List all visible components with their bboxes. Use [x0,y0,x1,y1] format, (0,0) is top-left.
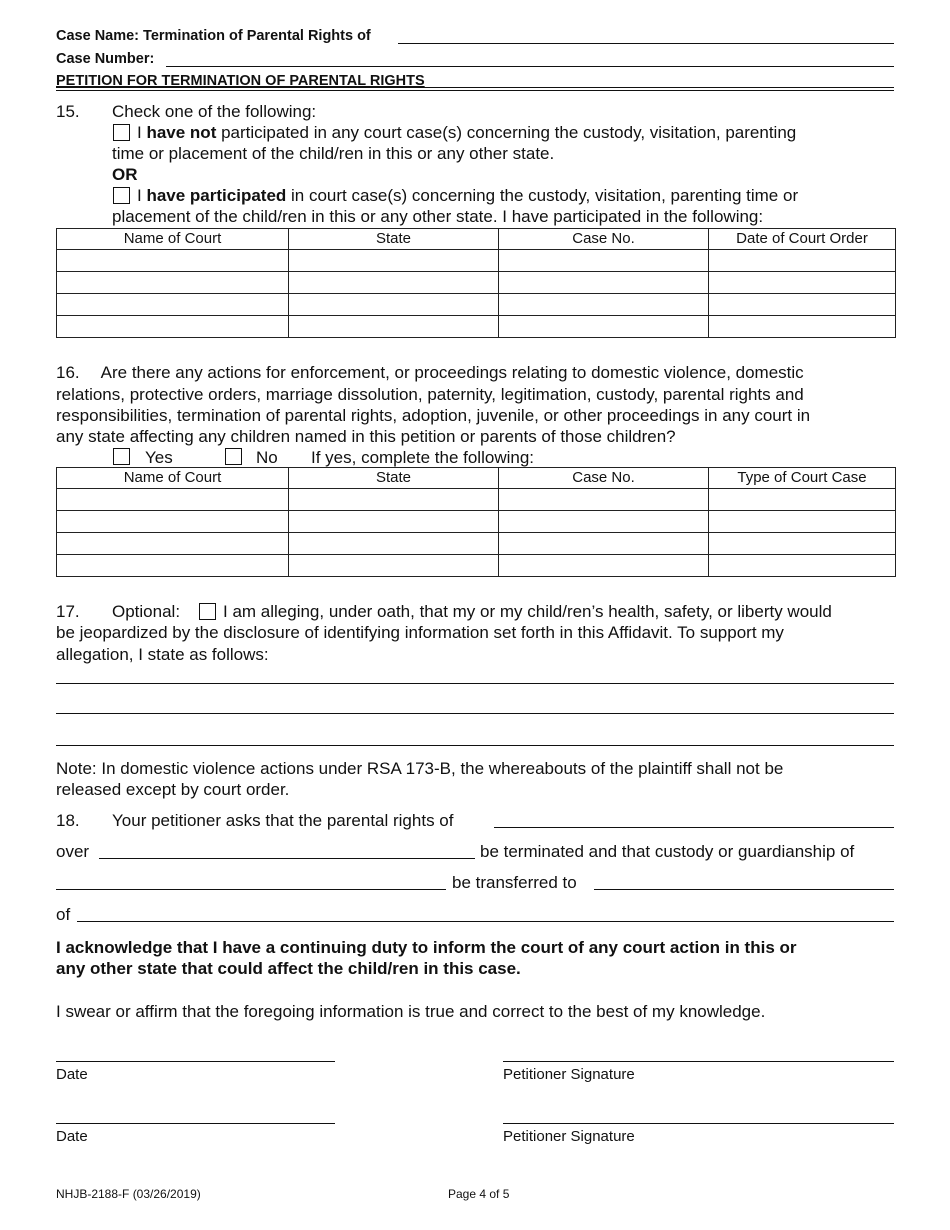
table-cell[interactable] [499,489,709,511]
if-yes-text: If yes, complete the following: [311,448,535,467]
table-cell[interactable] [709,294,896,316]
date-field-2[interactable] [56,1123,335,1124]
table-row [57,316,896,338]
petitioner-signature-field-2[interactable] [503,1123,894,1124]
table-header-row [57,468,896,489]
or-label: OR [112,165,138,184]
table-cell[interactable] [289,533,499,555]
table-cell[interactable] [57,533,289,555]
petitioner-signature-label-1: Petitioner Signature [503,1066,635,1083]
case-name-label: Case Name: Termination of Parental Rights of [56,28,371,44]
table-row [57,272,896,294]
q18-text2: be terminated and that custody or guardianship of [480,842,855,861]
q17-line2: be jeopardized by the disclosure of identifying information set forth in this Affidavit. To support my [56,623,784,642]
q16-number: 16. [56,363,80,382]
table-cell[interactable] [289,294,499,316]
no-label: No [256,448,278,467]
table-row [57,250,896,272]
table-cell[interactable] [289,489,499,511]
table-cell[interactable] [57,555,289,577]
yes-label: Yes [145,448,173,467]
over-field[interactable] [99,858,475,859]
table-cell[interactable] [499,555,709,577]
q15-option2-line1 [137,185,798,206]
table-cell[interactable] [57,489,289,511]
q17-number: 17. [56,602,80,621]
q15-option2-line2: placement of the child/ren in this or any other state. I have participated in the following: [112,207,764,226]
table-cell[interactable] [709,511,896,533]
table-cell[interactable] [499,250,709,272]
column-header: State [289,468,499,489]
swear-statement: I swear or affirm that the foregoing information is true and correct to the best of my knowledge. [56,1002,766,1021]
header-rule-2 [56,90,894,91]
table-cell[interactable] [709,272,896,294]
petitioner-signature-label-2: Petitioner Signature [503,1128,635,1145]
table-cell[interactable] [499,316,709,338]
q16-line1-text: Are there any actions for enforcement, or proceedings relating to domestic violence, domestic [100,363,804,382]
table-cell[interactable] [709,533,896,555]
q17-answer-line-2[interactable] [56,713,894,714]
table-cell[interactable] [709,555,896,577]
petitioner-signature-field-1[interactable] [503,1061,894,1062]
of-field[interactable] [77,921,894,922]
table-row [57,533,896,555]
table-cell[interactable] [499,294,709,316]
column-header: Case No. [499,229,709,250]
q17-line3: allegation, I state as follows: [56,645,269,664]
form-id: NHJB-2188-F (03/26/2019) [56,1187,201,1201]
table-cell[interactable] [289,250,499,272]
table-row [57,555,896,577]
column-header: Date of Court Order [709,229,896,250]
q16-line2: relations, protective orders, marriage dissolution, paternity, legitimation, custody, parental rights and [56,385,804,404]
q18-number: 18. [56,811,80,830]
q17-line1: I am alleging, under oath, that my or my child/ren’s health, safety, or liberty would [223,602,832,621]
q15-option1-text: participated in any court case(s) concerning the custody, visitation, parenting [216,123,797,142]
case-name-field[interactable] [398,43,894,44]
q18-over: over [56,842,90,861]
column-header: Type of Court Case [709,468,896,489]
table-cell[interactable] [499,533,709,555]
q15-option1-line1 [137,122,796,143]
table-cell[interactable] [57,316,289,338]
table-cell[interactable] [499,272,709,294]
date-label-2: Date [56,1128,88,1145]
table-cell[interactable] [289,272,499,294]
header-rule [56,87,894,88]
table-row [57,489,896,511]
page-number: Page 4 of 5 [448,1187,510,1201]
case-number-label: Case Number: [56,51,155,67]
q17-answer-line-3[interactable] [56,745,894,746]
note-line1: Note: In domestic violence actions under RSA 173-B, the whereabouts of the plaintiff shall not be [56,759,784,778]
table-row [57,294,896,316]
acknowledge-line1: I acknowledge that I have a continuing duty to inform the court of any court action in this or [56,938,797,957]
table-cell[interactable] [289,316,499,338]
table-header-row [57,229,896,250]
note-line2: released except by court order. [56,780,290,799]
yes-checkbox[interactable] [113,448,130,465]
table-row [57,511,896,533]
date-field-1[interactable] [56,1061,335,1062]
table-cell[interactable] [57,250,289,272]
parental-rights-of-field[interactable] [494,827,894,828]
q15-option1-pre: I [137,123,147,142]
q17-optional-label: Optional: [112,602,181,621]
no-checkbox[interactable] [225,448,242,465]
transferred-to-field[interactable] [594,889,894,890]
q18-text3: be transferred to [452,873,577,892]
q16-court-table [56,467,896,577]
column-header: State [289,229,499,250]
table-cell[interactable] [57,511,289,533]
custody-of-field[interactable] [56,889,446,890]
column-header: Case No. [499,468,709,489]
q15-court-table [56,228,896,338]
q15-option2-bold: have participated [146,186,287,205]
q15-option1-bold: have not [146,123,217,142]
have-participated-checkbox[interactable] [113,187,130,204]
table-cell[interactable] [709,489,896,511]
q15-number: 15. [56,102,80,121]
q17-answer-line-1[interactable] [56,683,894,684]
table-cell[interactable] [289,511,499,533]
case-number-field[interactable] [166,66,894,67]
q16-line1 [56,362,804,383]
q17-checkbox[interactable] [199,603,216,620]
table-cell[interactable] [289,555,499,577]
q15-option1-line2: time or placement of the child/ren in this or any other state. [112,144,555,163]
q15-prompt: Check one of the following: [112,102,317,121]
column-header: Name of Court [57,229,289,250]
table-cell[interactable] [499,511,709,533]
column-header: Name of Court [57,468,289,489]
q18-text1: Your petitioner asks that the parental rights of [112,811,454,830]
acknowledge-line2: any other state that could affect the child/ren in this case. [56,959,521,978]
have-not-participated-checkbox[interactable] [113,124,130,141]
q15-option2-text: in court case(s) concerning the custody, visitation, parenting time or [286,186,799,205]
table-cell[interactable] [57,294,289,316]
table-cell[interactable] [57,272,289,294]
form-title: PETITION FOR TERMINATION OF PARENTAL RIGHTS [56,73,425,89]
date-label-1: Date [56,1066,88,1083]
q15-option2-pre: I [137,186,147,205]
table-cell[interactable] [709,250,896,272]
table-cell[interactable] [709,316,896,338]
q16-line4: any state affecting any children named in this petition or parents of those children? [56,427,676,446]
q18-of: of [56,905,71,924]
q16-line3: responsibilities, termination of parental rights, adoption, juvenile, or other proceedings in any court in [56,406,811,425]
